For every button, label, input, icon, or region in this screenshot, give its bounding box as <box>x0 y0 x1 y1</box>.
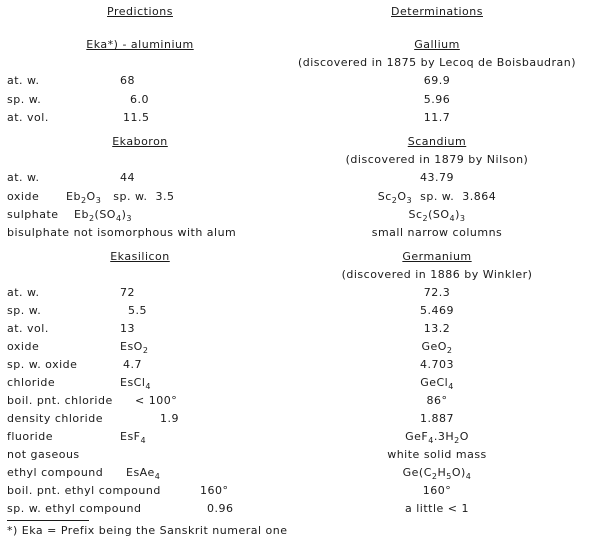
row-determination: 1.887 <box>420 412 454 425</box>
ekasilicon-title: Ekasilicon <box>110 250 170 263</box>
row-determination: white solid mass <box>387 448 487 461</box>
row-determination-formula: GeO$_2$ <box>421 340 453 356</box>
row-prediction-formula: EsAe$_4$ <box>126 466 161 482</box>
scandium-discovery: (discovered in 1879 by Nilson) <box>345 153 529 166</box>
row-prediction: < 100° <box>135 394 178 407</box>
row-determination: 4.703 <box>420 358 454 371</box>
germanium-discovery: (discovered in 1886 by Winkler) <box>341 268 533 281</box>
row-label: sp. w. oxide <box>7 358 78 371</box>
row-prediction-formula: $Eb_2(SO_4)_3$ <box>74 208 132 224</box>
scandium-title: Scandium <box>407 135 467 148</box>
row-label: sp. w. <box>7 304 42 317</box>
gallium-discovery: (discovered in 1875 by Lecoq de Boisbaudran) <box>297 56 577 69</box>
eka-aluminium-title: Eka*) - aluminium <box>86 38 194 51</box>
row-determination: 160° <box>422 484 452 497</box>
row-label: oxide <box>7 190 40 203</box>
row-prediction: 0.96 <box>207 502 234 515</box>
row-prediction-formula: $Eb_2O_3$ sp. w. 3.5 <box>66 190 175 206</box>
row-determination: small narrow columns <box>371 226 503 239</box>
row-determination-formula: $Ge(C_2H_5O)_4$ <box>402 466 472 482</box>
row-label: chloride <box>7 376 56 389</box>
row-determination: 43.79 <box>420 171 454 184</box>
determinations-header: Determinations <box>391 5 483 18</box>
row-label: sp. w. ethyl compound <box>7 502 142 515</box>
row-label: bisulphate not isomorphous with alum <box>7 226 237 239</box>
row-determination: 69.9 <box>423 74 451 87</box>
row-label: boil. pnt. chloride <box>7 394 113 407</box>
row-prediction: 44 <box>120 171 135 184</box>
row-label: at. w. <box>7 74 40 87</box>
row-prediction: 1.9 <box>160 412 179 425</box>
row-determination: 5.96 <box>423 93 451 106</box>
predictions-header: Predictions <box>107 5 173 18</box>
row-label: fluoride <box>7 430 53 443</box>
row-determination: 86° <box>426 394 448 407</box>
row-determination: 13.2 <box>423 322 451 335</box>
row-label: not gaseous <box>7 448 80 461</box>
row-label: sp. w. <box>7 93 42 106</box>
row-determination: 72.3 <box>423 286 451 299</box>
ekaboron-title: Ekaboron <box>112 135 168 148</box>
row-prediction: 13 <box>120 322 135 335</box>
row-determination-formula: $GeF_4.3H_2O$ <box>405 430 469 446</box>
footnote-rule <box>7 520 89 521</box>
row-label: ethyl compound <box>7 466 104 479</box>
row-determination: 5.469 <box>420 304 454 317</box>
row-label: oxide <box>7 340 40 353</box>
row-prediction: 72 <box>120 286 135 299</box>
row-label: sulphate <box>7 208 59 221</box>
row-prediction: 4.7 <box>123 358 142 371</box>
row-label: at. vol. <box>7 322 49 335</box>
row-determination-formula: GeCl$_4$ <box>420 376 454 392</box>
row-prediction-formula: EsF$_4$ <box>120 430 147 446</box>
footnote: *) Eka = Prefix being the Sanskrit numeral one <box>7 524 288 537</box>
row-label: boil. pnt. ethyl compound <box>7 484 161 497</box>
row-determination-formula: $Sc_2(SO_4)_3$ <box>408 208 466 224</box>
row-label: density chloride <box>7 412 103 425</box>
row-label: at. w. <box>7 286 40 299</box>
row-determination: 11.7 <box>423 111 451 124</box>
row-prediction: 160° <box>200 484 229 497</box>
row-prediction-formula: EsO$_2$ <box>120 340 149 356</box>
row-determination-formula: $Sc_2O_3$ sp. w. 3.864 <box>377 190 497 206</box>
row-prediction-formula: EsCl$_4$ <box>120 376 152 392</box>
row-prediction: 6.0 <box>130 93 149 106</box>
row-prediction: 5.5 <box>128 304 147 317</box>
row-determination: a little < 1 <box>404 502 470 515</box>
row-prediction: 68 <box>120 74 135 87</box>
gallium-title: Gallium <box>414 38 460 51</box>
row-label: at. vol. <box>7 111 49 124</box>
row-prediction: 11.5 <box>123 111 150 124</box>
row-label: at. w. <box>7 171 40 184</box>
germanium-title: Germanium <box>402 250 472 263</box>
